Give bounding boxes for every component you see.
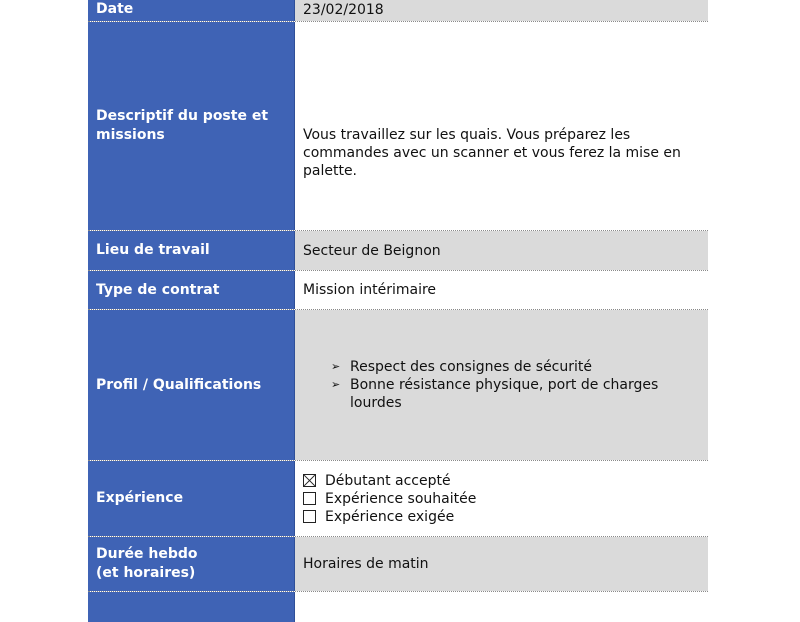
workplace-value: Secteur de Beignon (295, 231, 708, 270)
row-weekly-hours (88, 537, 708, 592)
list-item (327, 358, 700, 376)
list-item (327, 376, 700, 412)
experience-value (295, 461, 708, 536)
description-value: Vous travaillez sur les quais. Vous préparez les commandes avec un scanner et vous ferez la mise en palette. (295, 22, 708, 230)
next-row-label (88, 592, 295, 622)
arrow-bullet-icon: ➢ (331, 378, 341, 391)
row-next-cut-off (88, 592, 708, 622)
experience-options (303, 472, 476, 526)
weekly-hours-label (88, 537, 295, 591)
weekly-hours-value: Horaires de matin (295, 537, 708, 591)
unchecked-checkbox-icon[interactable] (303, 510, 316, 523)
row-workplace (88, 231, 708, 271)
contract-type-label: Type de contrat (88, 271, 295, 309)
option-label: Débutant accepté (325, 472, 451, 489)
arrow-bullet-icon: ➢ (331, 360, 341, 373)
option-label: Expérience exigée (325, 508, 455, 525)
job-offer-table (88, 0, 708, 622)
row-profile (88, 310, 708, 461)
weekly-hours-label-line1: Durée hebdo (96, 546, 198, 562)
qualifications-list (303, 358, 700, 412)
row-description (88, 22, 708, 231)
checked-checkbox-icon[interactable] (303, 474, 316, 487)
profile-value (295, 310, 708, 460)
qualification-text: Bonne résistance physique, port de charges lourdes (350, 377, 659, 411)
row-date (88, 0, 708, 22)
experience-option-required[interactable] (303, 508, 476, 526)
unchecked-checkbox-icon[interactable] (303, 492, 316, 505)
date-value: 23/02/2018 (295, 0, 708, 21)
row-contract-type (88, 271, 708, 310)
profile-label: Profil / Qualifications (88, 310, 295, 460)
experience-label: Expérience (88, 461, 295, 536)
option-label: Expérience souhaitée (325, 490, 477, 507)
experience-option-desired[interactable] (303, 490, 476, 508)
experience-option-beginner[interactable] (303, 472, 476, 490)
description-label: Descriptif du poste et missions (88, 22, 295, 230)
next-row-value (295, 592, 708, 622)
row-experience (88, 461, 708, 537)
date-label: Date (88, 0, 295, 21)
workplace-label: Lieu de travail (88, 231, 295, 270)
qualification-text: Respect des consignes de sécurité (350, 359, 592, 375)
contract-type-value: Mission intérimaire (295, 271, 708, 309)
weekly-hours-label-line2: (et horaires) (96, 565, 196, 581)
